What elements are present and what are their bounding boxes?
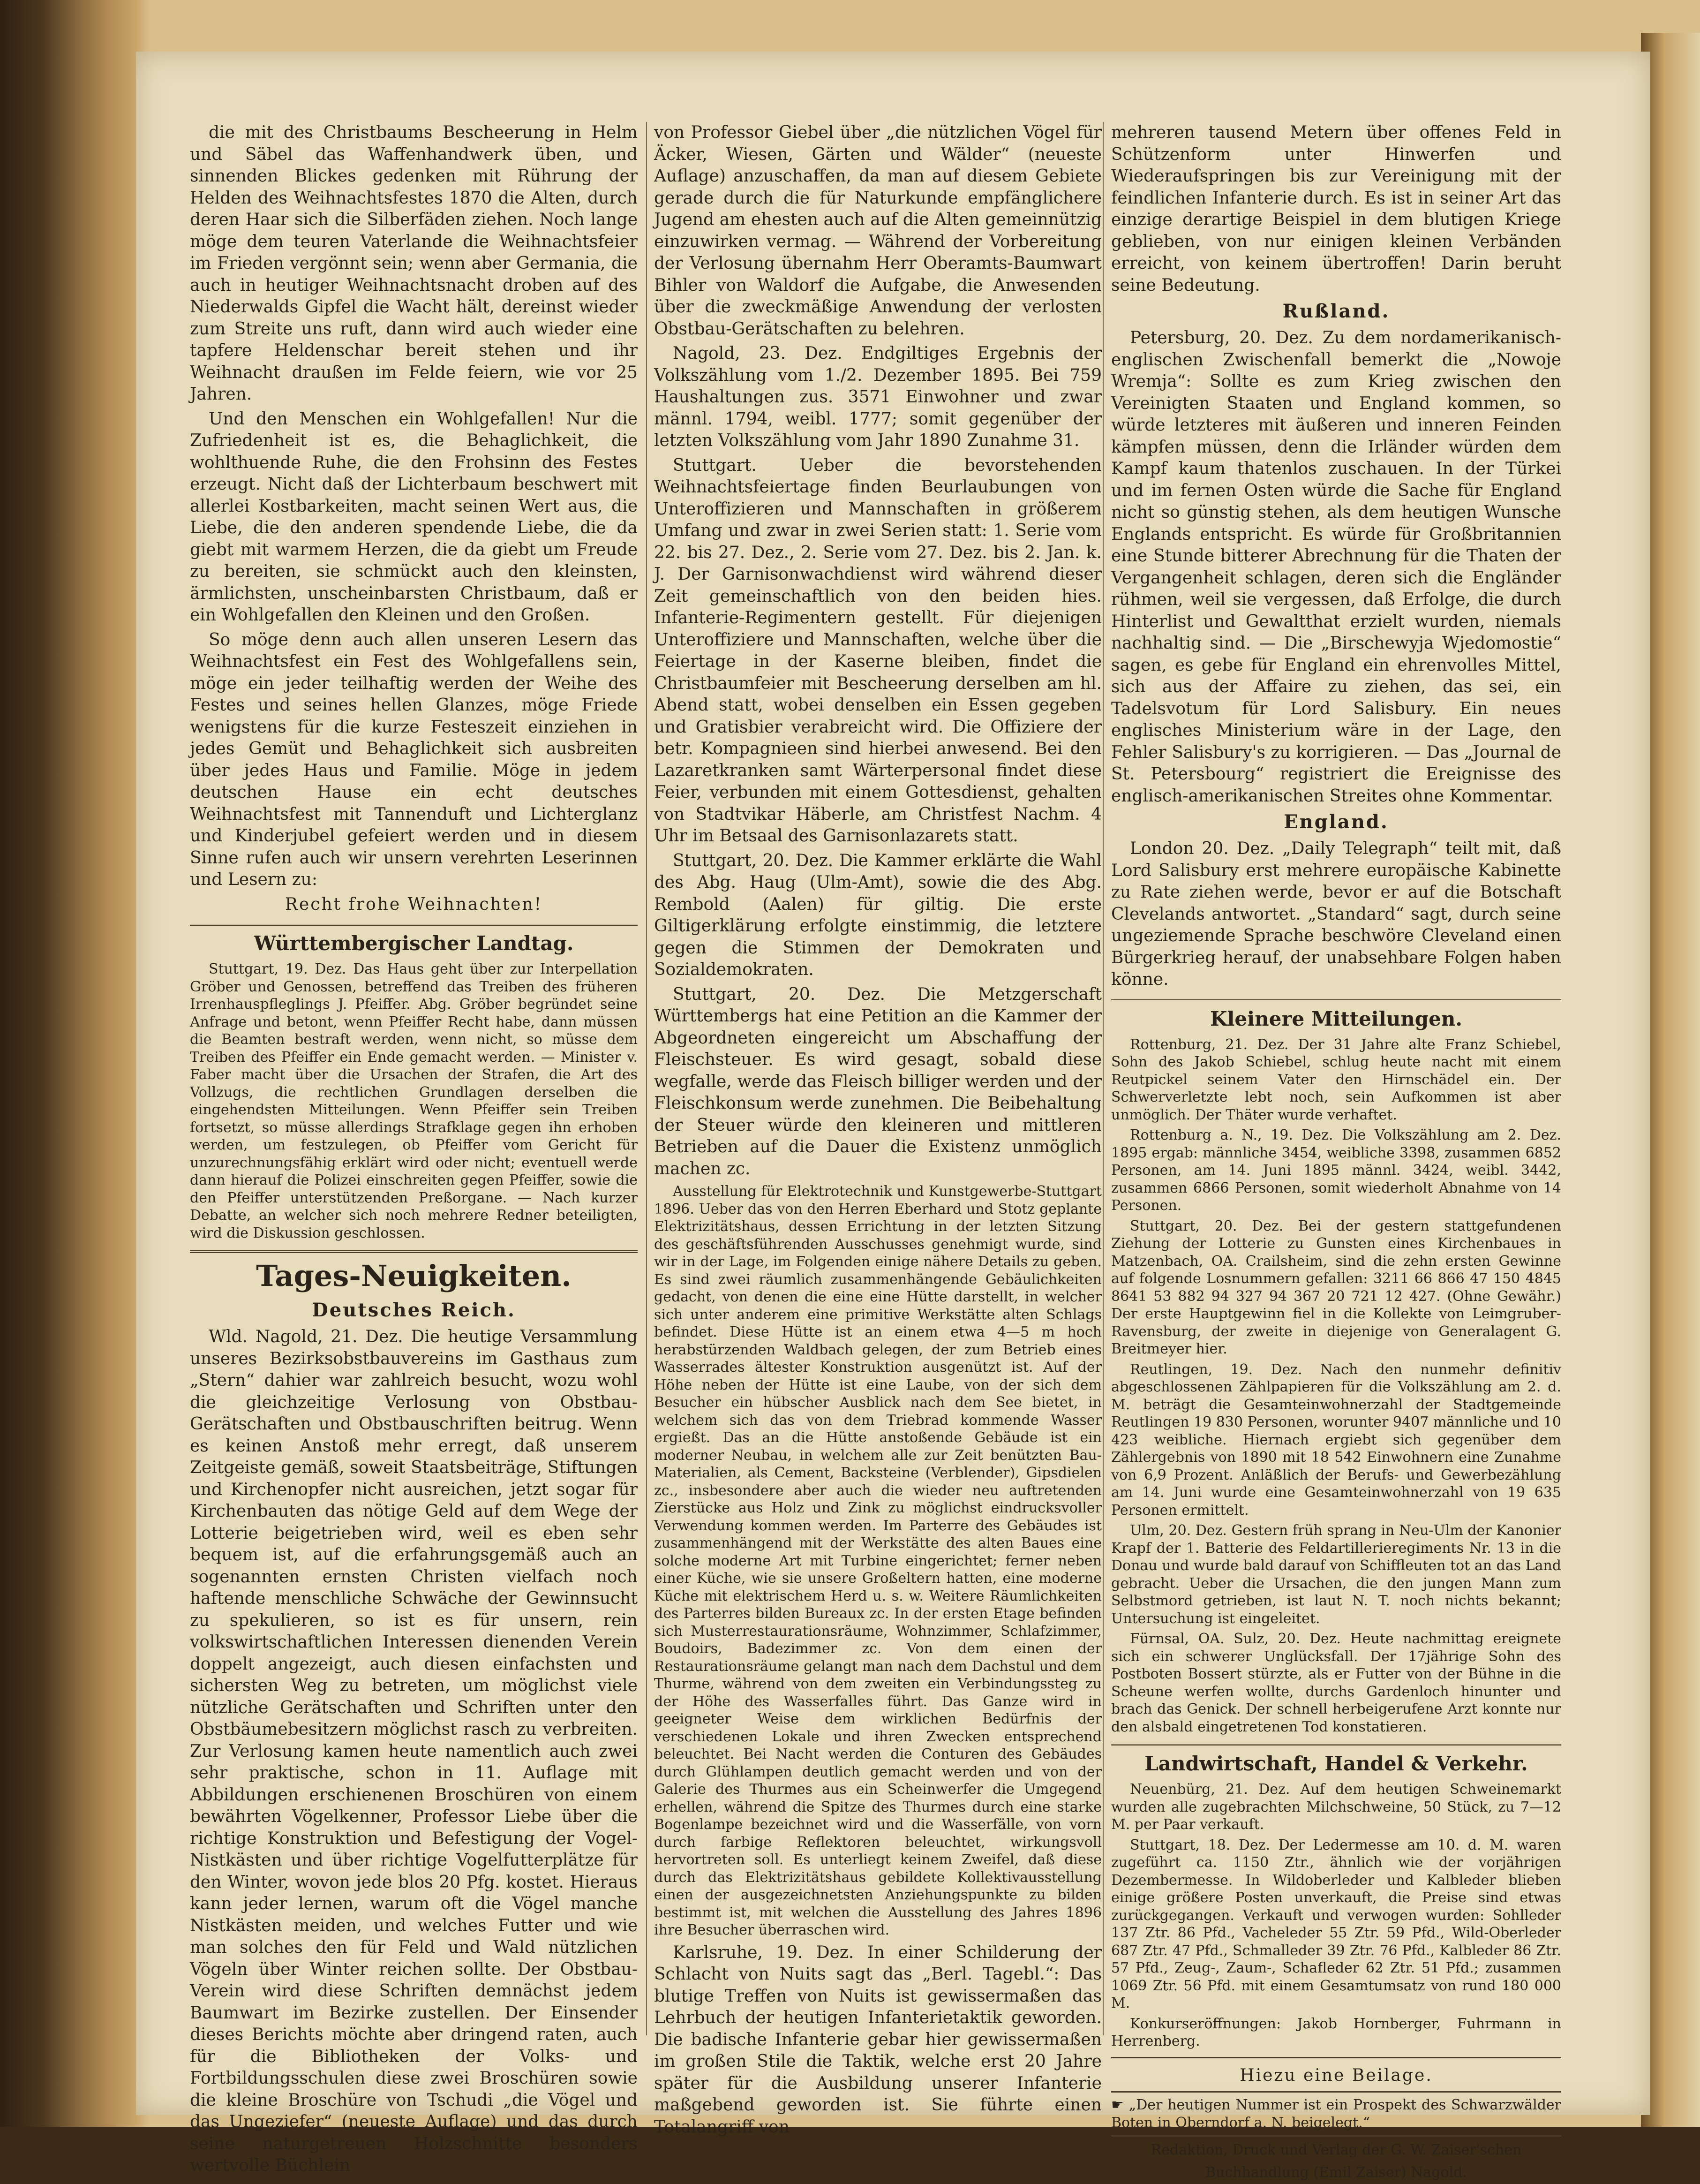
section-heading-kleinere-mitteilungen: Kleinere Mitteilungen. [1111, 999, 1561, 1031]
landtag-report: Stuttgart, 19. Dez. Das Haus geht über zur Interpellation Gröber und Genossen, betreffend das Treiben des früheren Irrenhauspfleglings J. Pfeiffer. Abg. Gröber begründet seine Anfrage und betont, wenn Pfeiffer Recht habe, dann müssen die Beamten bestraft werden, wenn nicht, so müsse dem Treiben des Pfeiffer ein Ende gemacht werden. — Minister v. Faber macht über die Ursachen der Strafen, die Art des Vollzugs, die rechtlichen Grundlagen derselben die eingehendsten Mitteilungen. Wenn Pfeiffer sein Treiben fortsetzt, so müsse allerdings Strafklage gegen ihn erhoben werden, um festzulegen, ob Pfeiffer vom Gericht für unzurechnungsfähig erklärt wird oder nicht; eventuell werde dann hierauf die Polizei einschreiten gegen Pfeiffer, sowie die den Pfeiffer unterstützenden Preßorgane. — Nach kurzer Debatte, an welcher sich noch mehrere Redner beteiligten, wird die Diskussion geschlossen. [190, 961, 638, 1241]
prospectus-notice: ☛ „Der heutigen Nummer ist ein Prospekt des Schwarzwälder Boten in Oberndorf a. N. beigelegt.“ [1111, 2091, 1561, 2137]
subheading-deutsches-reich: Deutsches Reich. [312, 1299, 516, 1321]
news-item: London 20. Dez. „Daily Telegraph“ teilt mit, daß Lord Salisbury erst mehrere europäische Kabinette zu Rate ziehen werde, bevor er auf die Botschaft Clevelands antwortet. „Standard“ sagt, durch seine ungeziemende Sprache beschwöre Cleveland einen Bürgerkrieg herauf, der unabsehbare Folgen haben könne. [1111, 839, 1561, 989]
section-heading-landtag: Württembergischer Landtag. [190, 924, 638, 956]
christmas-article-paragraph: Und den Menschen ein Wohlgefallen! Nur die Zufriedenheit ist es, die Behaglichkeit, die wohlthuende Ruhe, die den Frohsinn des Festes erzeugt. Nicht daß der Lichterbaum beschwert mit allerlei Kostbarkeiten, macht seinen Wert aus, die Liebe, die den anderen spendende Liebe, die da giebt mit warmem Herzen, die da giebt um Freude zu bereiten, sie schmückt auch den kleinsten, ärmlichsten, unscheinbarsten Christbaum, daß er ein Wohlgefallen den Kleinen und den Großen. [190, 409, 638, 625]
supplement-note: Hiezu eine Beilage. [1240, 2065, 1433, 2085]
news-item: Wld. Nagold, 21. Dez. Die heutige Versammlung unseres Bezirksobstbauvereins im Gasthaus zum „Stern“ dahier war zahlreich besucht, wozu wohl die gleichzeitige Verlosung von Obstbau-Gerätschaften und Obstbauschriften beitrug. Wenn es keinen Anstoß mehr erregt, daß unserem Zeitgeiste gemäß, soweit Staatsbeiträge, Stiftungen und Kirchenopfer nicht ausreichen, jetzt sogar für Kirchenbauten das nötige Geld auf dem Wege der Lotterie beigetrieben wird, weil es eben sehr bequem ist, auf die erfahrungsgemäß auch an sogenannten ernsten Christen vielfach noch haftende menschliche Schwäche der Gewinnsucht zu spekulieren, so ist es für unsern, rein volkswirtschaftlichen Interessen dienenden Verein doppelt angezeigt, auch diesen einfachsten und sichersten Weg zu betreten, um möglichst viele nützliche Gerätschaften und Schriften unter den Obstbäumebesitzern möglichst rasch zu verbreiten. Zur Verlosung kamen heute namentlich auch zwei sehr praktische, schon in 11. Auflage mit Abbildungen erschienenen Broschüren von einem bewährten Vögelkenner, Professor Liebe über die richtige Konstruktion und Befestigung der Vogel-Nistkästen und über richtige Vogelfutterplätze für den Winter, wovon jede blos 20 Pfg. kostet. Hieraus kann jeder lernen, warum oft die Vögel manche Nistkästen meiden, und welches Futter und wie man solches den für Feld und Wald nützlichen Vögeln über Winter reichen sollte. Der Obstbau-Verein wird diese Schriften demnächst jedem Baumwart im Bezirke zustellen. Der Einsender dieses Berichts möchte aber dringend raten, auch für die Bibliotheken der Volks- und Fortbildungsschulen diese zwei Broschüren sowie die kleine Broschüre von Tschudi „die Vögel und das Ungeziefer“ (neueste Auflage) und das durch seine naturgetreuen Holzschnitte besonders wertvolle Büchlein [190, 1327, 638, 2175]
news-item: Konkurseröffnungen: Jakob Hornberger, Fuhrmann in Herrenberg. [1111, 2015, 1561, 2049]
news-item: Ausstellung für Elektrotechnik und Kunstgewerbe-Stuttgart 1896. Ueber das von den Herren Eberhard und Stotz geplante Elektrizitätshaus, dessen Errichtung in der letzten Sitzung des geschäftsführenden Ausschusses genehmigt wurde, sind wir in der Lage, im Folgenden einige nähere Details zu geben. Es sind zwei räumlich zusammenhängende Gebäulichkeiten gedacht, von denen die eine eine Hütte darstellt, in welcher sich unter anderem eine primitive Werkstätte alten Schlags befindet. Diese Hütte ist an einem etwa 4—5 m hoch herabstürzenden Waldbach gelegen, der zum Betrieb eines Wasserrades ältester Konstruktion ausgenützt ist. Auf der Höhe neben der Hütte ist eine Laube, von der sich dem Besucher ein hübscher Ausblick nach dem See bietet, in welchem sich das von dem Triebrad kommende Wasser ergießt. Das an die Hütte anstoßende Gebäude ist ein moderner Neubau, in welchem alle zur Zeit benützten Bau-Materialien, als Cement, Backsteine (Verblender), Gipsdielen zc., insbesondere aber auch die wieder neu auftretenden Zierstücke aus Holz und Zink zu möglichst eindrucksvoller Verwendung kommen werden. Im Parterre des Gebäudes ist zusammenhängend mit der Werkstätte des alten Baues eine solche moderne Art mit Turbine eingerichtet; ferner neben einer Küche, wie sie unsere Großeltern hatten, eine moderne Küche mit elektrischem Herd u. s. w. Weitere Räumlichkeiten des Parterres bilden Bureaux zc. In der ersten Etage befinden sich Musterrestaurationsräume, Wohnzimmer, Schlafzimmer, Boudoirs, Badezimmer zc. Von dem einen der Restaurationsräume gelangt man nach dem Dachstul und dem Thurme, während von dem zweiten ein Verbindungssteg zu der Höhe des Wasserfalles führt. Das Ganze wird in geeigneter Weise dem wirklichen Bedürfnis der verschiedenen Lokale und ihren Zwecken entsprechend beleuchtet. Bei Nacht werden die Conturen des Gebäudes durch Glühlampen deutlich gemacht werden und von der Galerie des Thurmes aus ein Scheinwerfer die Umgegend erhellen, während die Spitze des Thurmes durch eine starke Bogenlampe bezeichnet wird und die Wasserfälle, von vorn durch farbige Reflektoren beleuchtet, wirkungsvoll hervortreten soll. Es unterliegt keinem Zweifel, daß diese durch das Elektrizitätshaus gebildete Kollektivausstellung einen der ausgezeichnetsten Anziehungspunkte zu bilden bestimmt ist, mit welchen die Ausstellung des Jahres 1896 ihre Besucher überraschen wird. [654, 1183, 1102, 1938]
subheading-russland: Rußland. [1282, 300, 1390, 322]
news-item: Reutlingen, 19. Dez. Nach den nunmehr definitiv abgeschlossenen Zählpapieren für die Volkszählung am 2. d. M. beträgt die Gesamteinwohnerzahl der Stadtgemeinde Reutlingen 19 830 Personen, worunter 9407 männliche und 10 423 weibliche. Hiernach ergiebt sich gegenüber dem Zählergebnis von 1890 mit 18 542 Einwohnern eine Zunahme von 6,9 Prozent. Anläßlich der Berufs- und Gewerbezählung am 14. Juni wurde eine Gesamteinwohnerzahl von 19 635 Personen ermittelt. [1111, 1361, 1561, 1519]
news-item: Ulm, 20. Dez. Gestern früh sprang in Neu-Ulm der Kanonier Krapf der 1. Batterie des Feldartillerieregiments Nr. 13 in die Donau und wurde bald darauf von Schiffleuten tot an das Land gebracht. Ueber die Ursachen, die den jungen Mann zum Selbstmord getrieben, ist laut N. T. noch nichts bekannt; Untersuchung ist eingeleitet. [1111, 1522, 1561, 1627]
divider [1111, 2057, 1561, 2058]
subheading-england: England. [1284, 811, 1389, 833]
news-item: Fürnsal, OA. Sulz, 20. Dez. Heute nachmittag ereignete sich ein schwerer Unglücksfall. Der 17jährige Sohn des Postboten Bossert stürzte, als er Futter von der Bühne in die Scheune werfen wollte, durchs Gardenloch hinunter und brach das Genick. Der schnell herbeigerufene Arzt konnte nur den alsbald eingetretenen Tod konstatieren. [1111, 1631, 1561, 1735]
section-heading-tages-neuigkeiten: Tages-Neuigkeiten. [190, 1250, 638, 1293]
column-2 [654, 122, 1102, 2141]
christmas-article-paragraph: die mit des Christbaums Bescheerung in Helm und Säbel das Waffenhandwerk üben, und sinnenden Blickes gedenken mit Rührung der Helden des Weihnachtsfestes 1870 die Alten, durch deren Haar sich die Silberfäden ziehen. Noch lange möge dem teuren Vaterlande die Weihnachtsfeier im Frieden vergönnt sein; wenn aber Germania, die auch in heutiger Weihnachtsnacht droben auf des Niederwalds Gipfel die Wacht hält, dereinst wieder zum Streite uns ruft, dann wird auch wieder eine tapfere Heldenschar bereit stehen und ihr Weihnacht draußen im Felde feiern, wie vor 25 Jahren. [190, 123, 638, 404]
column-separator [646, 122, 647, 2035]
column-3 [1111, 122, 1561, 2184]
christmas-greeting: Recht frohe Weihnachten! [285, 894, 543, 914]
news-item: Stuttgart. Ueber die bevorstehenden Weihnachtsfeiertage finden Beurlaubungen von Unteroffizieren und Mannschaften in größerem Umfang und zwar in zwei Serien statt: 1. Serie vom 22. bis 27. Dez., 2. Serie vom 27. Dez. bis 2. Jan. k. J. Der Garnisonwachdienst wird während dieser Zeit gemeinschaftlich von den beiden hies. Infanterie-Regimentern gestellt. Für diejenigen Unteroffiziere und Mannschaften, welche über die Feiertage in der Kaserne bleiben, findet die Christbaumfeier mit Bescheerung derselben am hl. Abend statt, wobei denselben ein Essen gegeben und Gratisbier verabreicht wird. Die Offiziere der betr. Kompagnieen sind hierbei anwesend. Bei den Lazaretkranken samt Wärterpersonal findet diese Feier, verbunden mit einem Gottesdienst, gehalten von Stadtvikar Häberle, am Christfest Nachm. 4 Uhr im Betsaal des Garnisonlazarets statt. [654, 455, 1102, 846]
news-item: Petersburg, 20. Dez. Zu dem nordamerikanisch-englischen Zwischenfall bemerkt die „Nowoje Wremja“: Sollte es zum Krieg zwischen den Vereinigten Staaten und England kommen, so würde letzteres mit äußeren und inneren Feinden kämpfen müssen, denn die Irländer würden dem Kampf kaum thatenlos zuschauen. In der Türkei und im fernen Osten würde die Sache für England nicht so günstig stehen, als dem heutigen Wunsche Englands entspricht. Es würde für Großbritannien eine Stunde bitterer Abrechnung für die Thaten der Vergangenheit schlagen, deren sich die Engländer rühmen, weil sie vergessen, daß Erfolge, die durch Hinterlist und Gewaltthat erzielt wurden, niemals nachhaltig sind. — Die „Birschewyja Wjedomostie“ sagen, es gebe für England ein ehrenvolles Mittel, sich aus der Affaire zu ziehen, das sei, ein Tadelsvotum für Lord Salisbury. Ein neues englisches Ministerium wäre in der Lage, den Fehler Salisbury's zu korrigieren. — Das „Journal de St. Petersbourg“ registriert die Ereignisse des englisch-amerikanischen Streites ohne Kommentar. [1111, 328, 1561, 806]
news-item: Neuenbürg, 21. Dez. Auf dem heutigen Schweinemarkt wurden alle zugebrachten Milchschweine, 50 Stück, zu 7—12 M. per Paar verkauft. [1111, 1781, 1561, 1833]
news-item: von Professor Giebel über „die nützlichen Vögel für Äcker, Wiesen, Gärten und Wälder“ (neueste Auflage) anzuschaffen, da man auf diesem Gebiete gerade durch die für Naturkunde empfänglichere Jugend am ehesten auch auf die Alten gemeinnützig einzuwirken vermag. — Während der Vorbereitung der Verlosung übernahm Herr Oberamts-Baumwart Bihler von Waldorf die Aufgabe, die Anwesenden über die zweckmäßige Anwendung der verlosten Obstbau-Gerätschaften zu belehren. [654, 123, 1102, 339]
news-item: mehreren tausend Metern über offenes Feld in Schützenform unter Hinwerfen und Wiederaufspringen bis zur Vereinigung mit der feindlichen Infanterie durch. Es ist in seiner Art das einzige derartige Beispiel in dem blutigen Kriege geblieben, von nur einigen kleinen Verbänden erreicht, von keinem übertroffen! Darin beruht seine Bedeutung. [1111, 123, 1561, 295]
news-item: Rottenburg, 21. Dez. Der 31 Jahre alte Franz Schiebel, Sohn des Jakob Schiebel, schlug heute nacht mit einem Reutpickel seinem Vater den Hirnschädel ein. Der Schwerverletzte lebt noch, sein Aufkommen ist aber unmöglich. Der Thäter wurde verhaftet. [1111, 1036, 1561, 1123]
section-heading-landwirtschaft: Landwirtschaft, Handel & Verkehr. [1111, 1744, 1561, 1776]
imprint-line: Redaktion, Druck und Verlag der G. W. Zaiser'schen [1151, 2142, 1522, 2158]
news-item: Stuttgart, 20. Dez. Bei der gestern stattgefundenen Ziehung der Lotterie zu Gunsten eines Kirchenbaues in Matzenbach, OA. Crailsheim, sind die zehn ersten Gewinne auf folgende Losnummern gefallen: 3211 66 866 47 150 4845 8641 53 882 94 327 94 367 20 721 12 427. (Ohne Gewähr.) Der erste Hauptgewinn fiel in die Kollekte von Leimgruber-Ravensburg, der zweite in diejenige von Generalagent G. Breitmeyer hier. [1111, 1217, 1561, 1357]
news-item: Nagold, 23. Dez. Endgiltiges Ergebnis der Volkszählung vom 1./2. Dezember 1895. Bei 759 Haushaltungen zus. 3571 Einwohner und zwar männl. 1794, weibl. 1777; somit gegenüber der letzten Volkszählung vom Jahr 1890 Zunahme 31. [654, 344, 1102, 450]
news-item: Karlsruhe, 19. Dez. In einer Schilderung der Schlacht von Nuits sagt das „Berl. Tagebl.“: Das blutige Treffen von Nuits ist gewissermaßen das Lehrbuch der heutigen Infanterietaktik geworden. Die badische Infanterie gebar hier gewissermaßen im großen Stile die Taktik, welche erst 20 Jahre später für die Ausbildung unserer Infanterie maßgebend geworden ist. Sie führte einen Totalangriff von [654, 1942, 1102, 2137]
news-item: Stuttgart, 20. Dez. Die Metzgerschaft Württembergs hat eine Petition an die Kammer der Abgeordneten eingereicht um Abschaffung der Fleischsteuer. Es wird gesagt, sobald diese wegfalle, werde das Fleisch billiger werden und der Fleischkonsum werde zunehmen. Die Beibehaltung der Steuer würde den kleineren und mittleren Betrieben auf die Dauer die Existenz unmöglich machen zc. [654, 984, 1102, 1179]
news-item: Stuttgart, 20. Dez. Die Kammer erklärte die Wahl des Abg. Haug (Ulm-Amt), sowie die des Abg. Rembold (Aalen) für giltig. Die erste Giltigerklärung erfolgte einstimmig, die letztere gegen die Stimmen der Demokraten und Sozialdemokraten. [654, 851, 1102, 979]
newspaper-page [136, 52, 1650, 2181]
news-item: Stuttgart, 18. Dez. Der Ledermesse am 10. d. M. waren zugeführt ca. 1150 Ztr., ähnlich wie der vorjährigen Dezembermesse. In Wildoberleder und Kalbleder blieben einige größere Posten unverkauft, die Preise sind etwas zurückgegangen. Verkauft und verwogen wurden: Sohlleder 137 Ztr. 86 Pfd., Vacheleder 55 Ztr. 59 Pfd., Wild-Oberleder 687 Ztr. 47 Pfd., Schmalleder 39 Ztr. 76 Pfd., Kalbleder 86 Ztr. 57 Pfd., Zeug-, Zaum-, Schafleder 62 Ztr. 51 Pfd.; zusammen 1069 Ztr. 56 Pfd. mit einem Gesamtumsatz von rund 180 000 M. [1111, 1836, 1561, 2011]
column-separator [1103, 122, 1104, 2035]
imprint-line: Buchhandlung (Emil Zaiser) Nagold. [1205, 2164, 1467, 2181]
christmas-article-paragraph: So möge denn auch allen unseren Lesern das Weihnachtsfest ein Fest des Wohlgefallens sein, möge ein jeder teilhaftig werden der Weihe des Festes und seines hellen Glanzes, möge Friede wenigstens für die kurze Festeszeit einziehen in jedes Gemüt und Behaglichkeit sich ausbreiten über jedes Haus und Familie. Möge in jedem deutschen Hause ein echt deutsches Weihnachtsfest mit Tannenduft und Lichterglanz und Kinderjubel gefeiert werden und in diesem Sinne rufen auch wir unsern verehrten Leserinnen und Lesern zu: [190, 630, 638, 889]
column-1 [190, 122, 638, 2180]
news-item: Rottenburg a. N., 19. Dez. Die Volkszählung am 2. Dez. 1895 ergab: männliche 3454, weibliche 3398, zusammen 6852 Personen, am 14. Juni 1895 männl. 3424, weibl. 3442, zusammen 6866 Personen, somit wiederholt Abnahme von 14 Personen. [1111, 1127, 1561, 1214]
